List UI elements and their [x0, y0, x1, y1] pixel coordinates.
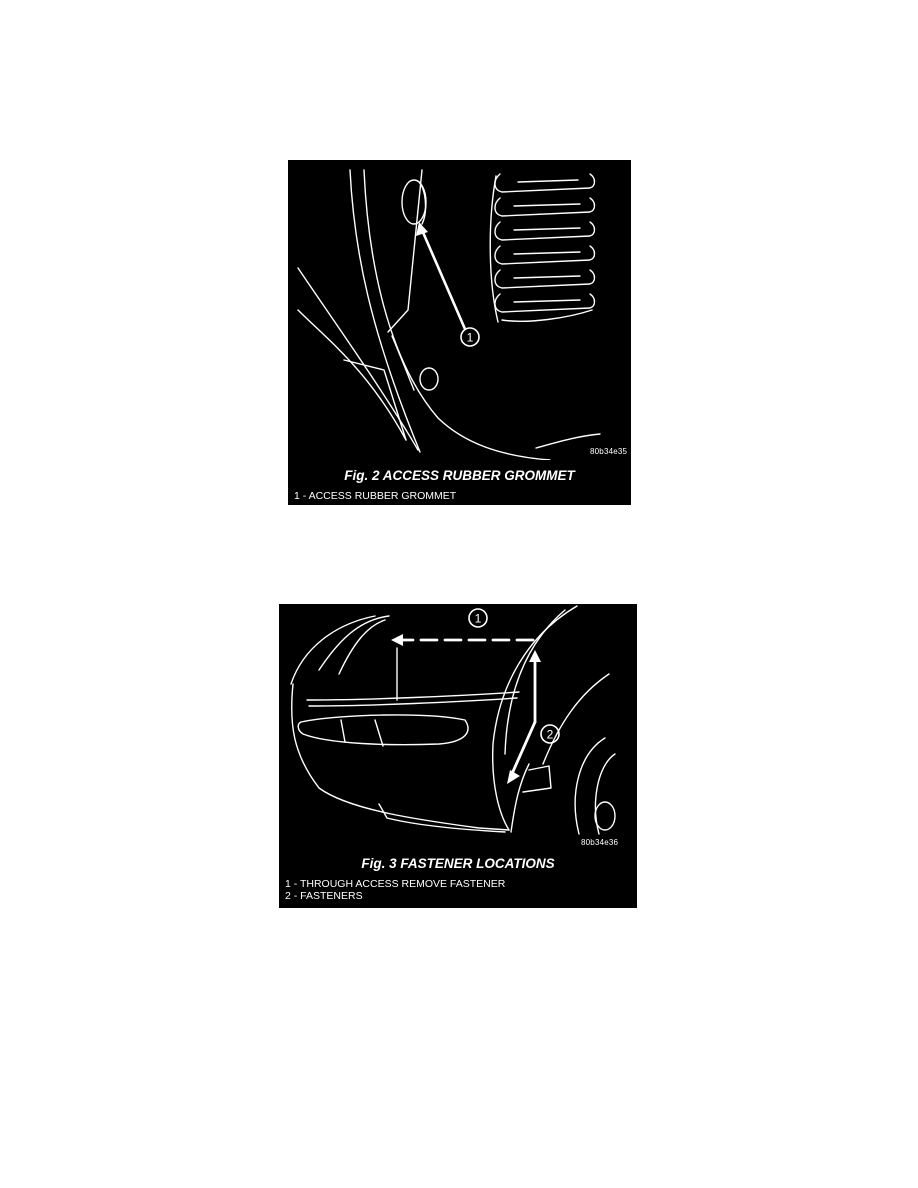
callout-1-number: 1: [474, 611, 482, 626]
headlamp-inner-line: [339, 620, 385, 674]
legend-item: 2 - FASTENERS: [285, 890, 363, 902]
legend-item: 1 - ACCESS RUBBER GROMMET: [294, 490, 457, 502]
fog-lamp-divider-2: [375, 720, 383, 746]
figure-3-fastener-locations: [279, 604, 637, 908]
callout-1-arrowhead: [391, 634, 403, 646]
figure-3-illustration: [279, 604, 637, 854]
headlamp-upper-line: [319, 616, 389, 670]
figure-3-title: Fig. 3 FASTENER LOCATIONS: [361, 856, 555, 871]
lower-hole: [420, 368, 438, 390]
callout-1-leader: [422, 230, 465, 329]
callout-2-number: 2: [546, 727, 554, 742]
figure-2-access-rubber-grommet: [288, 160, 631, 505]
drawing-code: 80b34e35: [590, 447, 628, 456]
bumper-lip-line: [344, 360, 406, 440]
tire-inner-line: [596, 754, 615, 834]
wheel-arch-line: [543, 674, 609, 764]
figure-2-illustration: [288, 160, 631, 460]
figure-2-title: Fig. 2 ACCESS RUBBER GROMMET: [344, 468, 575, 483]
figure-2-legend: [294, 490, 456, 502]
inner-bracket-line: [523, 766, 551, 792]
grille-slats: [490, 174, 594, 322]
callout-1-number: 1: [466, 330, 474, 345]
figure-3-legend: [285, 878, 505, 902]
lower-contour-line: [536, 434, 600, 448]
panel-seam-line: [388, 170, 422, 332]
callout-2-lower-leader: [511, 722, 535, 776]
tire-outer-line: [575, 738, 605, 834]
fog-lamp-opening: [298, 715, 468, 745]
fog-lamp-divider: [341, 720, 345, 742]
drawing-code: 80b34e36: [581, 838, 619, 847]
wheel-hub: [595, 802, 615, 830]
panel-seam-lower: [392, 336, 414, 390]
legend-item: 1 - THROUGH ACCESS REMOVE FASTENER: [285, 878, 506, 890]
body-crease-line: [307, 692, 519, 700]
